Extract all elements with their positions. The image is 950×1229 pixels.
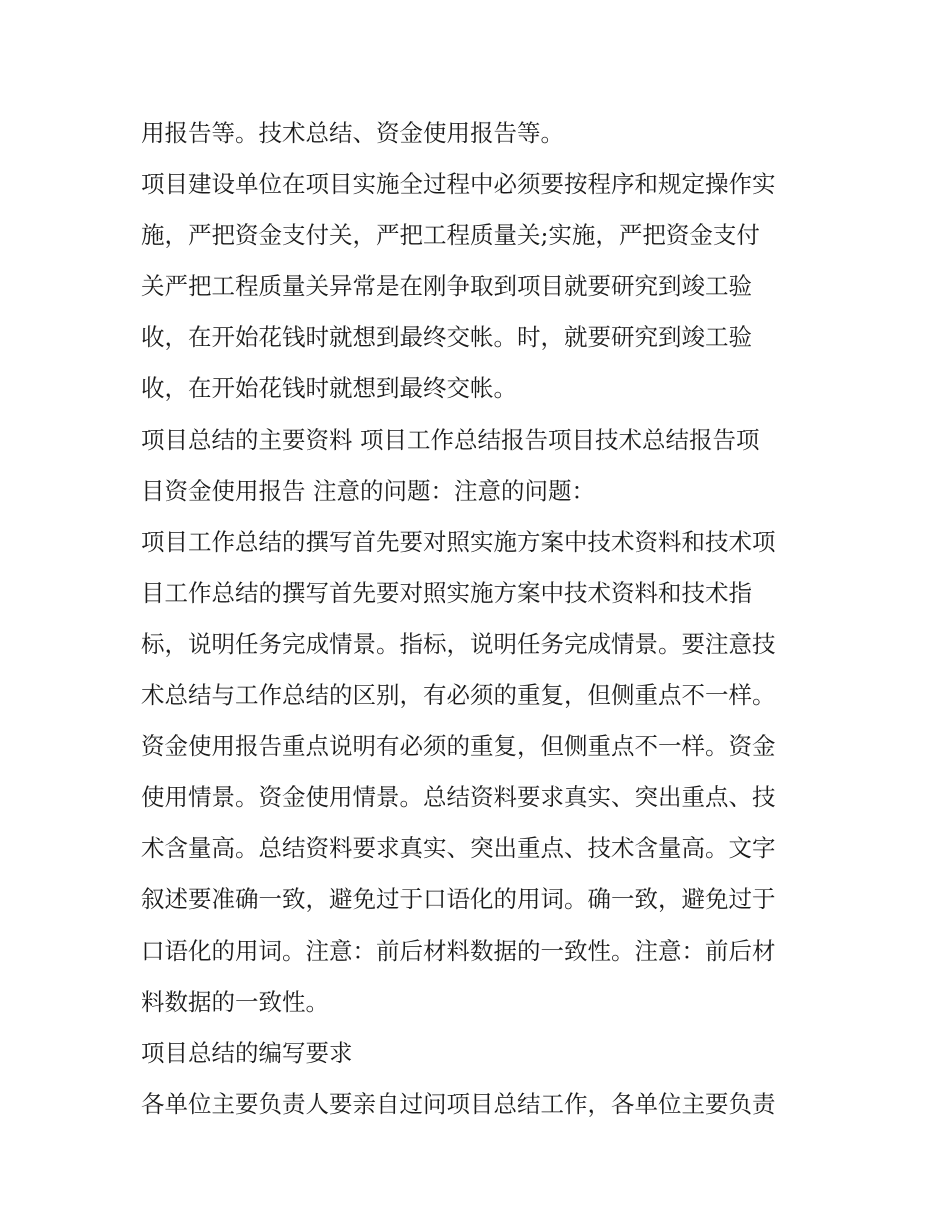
text-line: 口语化的用词。注意：前后材料数据的一致性。注意：前后材 <box>141 936 776 965</box>
section-heading: 项目总结的主要资料 项目工作总结报告项目技术总结报告项 <box>141 425 760 454</box>
text-line: 收，在开始花钱时就想到最终交帐。 <box>141 374 517 403</box>
text-line: 料数据的一致性。 <box>141 987 329 1016</box>
text-line: 目资金使用报告 注意的问题：注意的问题： <box>141 476 595 505</box>
text-line: 标，说明任务完成情景。指标，说明任务完成情景。要注意技 <box>141 629 776 658</box>
text-line: 用报告等。技术总结、资金使用报告等。 <box>141 119 564 147</box>
text-line: 各单位主要负责人要亲自过问项目总结工作，各单位主要负责 <box>141 1089 776 1118</box>
section-heading: 项目总结的编写要求 <box>141 1038 353 1067</box>
text-line: 术总结与工作总结的区别，有必须的重复，但侧重点不一样。 <box>141 681 776 710</box>
document-body <box>141 108 821 1130</box>
text-line: 使用情景。资金使用情景。总结资料要求真实、突出重点、技 <box>141 783 776 812</box>
text-line: 收，在开始花钱时就想到最终交帐。时，就要研究到竣工验 <box>141 323 752 352</box>
text-line: 项目工作总结的撰写首先要对照实施方案中技术资料和技术项 <box>141 527 776 556</box>
text-line: 施，严把资金支付关，严把工程质量关;实施，严把资金支付 <box>141 221 760 250</box>
text-line: 关严把工程质量关异常是在刚争取到项目就要研究到竣工验 <box>141 272 752 301</box>
text-line: 叙述要准确一致，避免过于口语化的用词。确一致，避免过于 <box>141 885 776 914</box>
text-line: 术含量高。总结资料要求真实、突出重点、技术含量高。文字 <box>141 834 776 863</box>
text-line: 目工作总结的撰写首先要对照实施方案中技术资料和技术指 <box>141 578 752 607</box>
text-line: 资金使用报告重点说明有必须的重复，但侧重点不一样。资金 <box>141 732 776 761</box>
text-line: 项目建设单位在项目实施全过程中必须要按程序和规定操作实 <box>141 170 776 199</box>
